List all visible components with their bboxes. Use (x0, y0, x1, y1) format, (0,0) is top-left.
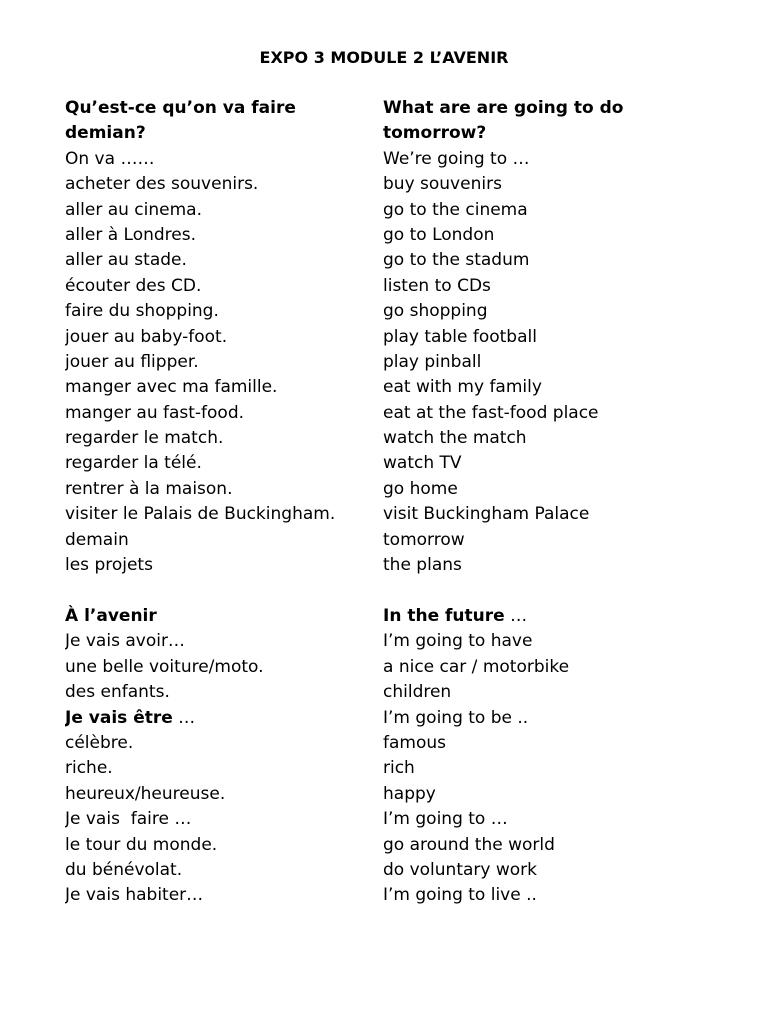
french-text: rentrer à la maison. (65, 478, 233, 499)
french-cell (65, 198, 383, 223)
english-text: go shopping (383, 301, 488, 322)
english-text: famous (383, 732, 446, 753)
english-cell (383, 426, 745, 451)
french-text: du bénévolat. (65, 859, 183, 880)
french-cell (65, 706, 383, 731)
english-cell (383, 274, 745, 299)
french-cell (65, 680, 383, 705)
english-text: the plans (383, 555, 462, 576)
french-cell (65, 121, 383, 146)
french-text: manger au fast-food. (65, 402, 245, 423)
english-cell (383, 198, 745, 223)
english-bold-text: tomorrow? (383, 123, 487, 144)
french-text: regarder le match. (65, 428, 224, 449)
section-heading-row (65, 121, 745, 146)
french-text: jouer au baby-foot. (65, 326, 228, 347)
french-bold-text: À l’avenir (65, 606, 157, 626)
vocab-row (65, 782, 745, 807)
vocab-row (65, 147, 745, 172)
english-cell (383, 706, 745, 731)
english-cell (383, 528, 745, 553)
english-cell (383, 833, 745, 858)
french-text: Je vais avoir… (65, 631, 185, 652)
french-cell (65, 604, 383, 629)
section-heading-row (65, 604, 745, 629)
english-cell (383, 350, 745, 375)
french-text: Je vais habiter… (65, 885, 204, 906)
french-cell (65, 782, 383, 807)
english-text: listen to CDs (383, 275, 491, 296)
french-text: riche. (65, 758, 113, 779)
vocab-section-future (65, 604, 745, 909)
english-cell (383, 121, 745, 146)
vocab-row (65, 350, 745, 375)
french-text: les projets (65, 555, 153, 576)
english-text: I’m going to live .. (383, 885, 537, 906)
english-text: happy (383, 783, 436, 804)
english-cell (383, 401, 745, 426)
english-text: rich (383, 758, 415, 779)
french-cell (65, 299, 383, 324)
english-cell (383, 147, 745, 172)
english-cell (383, 807, 745, 832)
english-cell (383, 629, 745, 654)
english-text: do voluntary work (383, 859, 538, 880)
french-cell (65, 883, 383, 908)
vocab-row (65, 223, 745, 248)
english-cell (383, 299, 745, 324)
english-cell (383, 223, 745, 248)
english-text: children (383, 682, 452, 703)
english-bold-text: In the future (383, 606, 505, 626)
english-text: tomorrow (383, 529, 465, 550)
french-text: visiter le Palais de Buckingham. (65, 504, 336, 525)
french-cell (65, 528, 383, 553)
vocab-row (65, 756, 745, 781)
english-text: I’m going to … (383, 809, 508, 830)
english-cell (383, 325, 745, 350)
vocab-row (65, 274, 745, 299)
french-text: Je vais faire … (65, 809, 192, 830)
vocab-row (65, 198, 745, 223)
french-bold-text: Qu’est-ce qu’on va faire (65, 98, 296, 118)
french-text: aller au cinema. (65, 199, 202, 220)
vocab-row (65, 883, 745, 908)
vocab-row (65, 680, 745, 705)
english-text: eat with my family (383, 377, 542, 398)
vocab-row (65, 629, 745, 654)
vocab-row (65, 299, 745, 324)
vocab-row (65, 375, 745, 400)
vocab-row (65, 172, 745, 197)
french-text: écouter des CD. (65, 275, 202, 296)
english-cell (383, 680, 745, 705)
english-text: eat at the fast-food place (383, 402, 599, 423)
vocab-row (65, 858, 745, 883)
english-cell (383, 96, 745, 121)
english-text: go around the world (383, 834, 555, 855)
french-text: faire du shopping. (65, 301, 219, 322)
french-cell (65, 807, 383, 832)
french-cell (65, 833, 383, 858)
english-cell (383, 756, 745, 781)
french-text: … (172, 707, 196, 728)
vocab-row (65, 477, 745, 502)
vocab-row (65, 553, 745, 578)
french-cell (65, 502, 383, 527)
french-cell (65, 756, 383, 781)
french-text: des enfants. (65, 682, 170, 703)
french-text: acheter des souvenirs. (65, 174, 259, 195)
french-text: manger avec ma famille. (65, 377, 278, 398)
french-text: heureux/heureuse. (65, 783, 226, 804)
vocab-row (65, 248, 745, 273)
document-title: EXPO 3 MODULE 2 L’AVENIR (259, 48, 509, 67)
french-cell (65, 401, 383, 426)
english-cell (383, 655, 745, 680)
french-text: On va …… (65, 148, 155, 169)
french-cell (65, 629, 383, 654)
english-text: We’re going to … (383, 148, 530, 169)
french-text: le tour du monde. (65, 834, 218, 855)
vocab-row (65, 807, 745, 832)
french-cell (65, 325, 383, 350)
french-bold-text: demian? (65, 123, 146, 144)
french-cell (65, 477, 383, 502)
vocab-row (65, 401, 745, 426)
french-cell (65, 375, 383, 400)
french-cell (65, 248, 383, 273)
english-text: go to the cinema (383, 199, 528, 220)
english-text: watch TV (383, 453, 462, 474)
english-text: I’m going to be .. (383, 707, 529, 728)
french-cell (65, 274, 383, 299)
vocab-row (65, 426, 745, 451)
english-text: go home (383, 478, 458, 499)
french-text: aller à Londres. (65, 224, 197, 245)
french-text: une belle voiture/moto. (65, 656, 264, 677)
english-cell (383, 502, 745, 527)
english-text: … (504, 606, 528, 626)
english-text: I’m going to have (383, 631, 533, 652)
english-cell (383, 731, 745, 756)
french-cell (65, 553, 383, 578)
french-text: aller au stade. (65, 250, 187, 271)
french-cell (65, 223, 383, 248)
english-text: go to London (383, 224, 495, 245)
english-text: buy souvenirs (383, 174, 502, 195)
english-cell (383, 451, 745, 476)
english-cell (383, 248, 745, 273)
english-cell (383, 782, 745, 807)
french-cell (65, 426, 383, 451)
french-text: jouer au flipper. (65, 351, 199, 372)
french-text: célèbre. (65, 732, 134, 753)
english-bold-text: What are are going to do (383, 98, 624, 118)
french-cell (65, 172, 383, 197)
vocab-row (65, 655, 745, 680)
english-text: visit Buckingham Palace (383, 504, 590, 525)
french-cell (65, 451, 383, 476)
french-text: demain (65, 529, 129, 550)
vocab-row (65, 451, 745, 476)
vocab-row (65, 731, 745, 756)
french-text: regarder la télé. (65, 453, 202, 474)
section-heading-row (65, 96, 745, 121)
vocab-row (65, 325, 745, 350)
vocab-row (65, 833, 745, 858)
english-cell (383, 375, 745, 400)
english-text: play table football (383, 326, 537, 347)
english-text: go to the stadum (383, 250, 530, 271)
vocab-row (65, 502, 745, 527)
french-bold-text: Je vais être (65, 707, 173, 728)
english-cell (383, 553, 745, 578)
french-cell (65, 350, 383, 375)
vocab-section-tomorrow (65, 96, 745, 578)
vocab-row (65, 528, 745, 553)
french-cell (65, 96, 383, 121)
english-cell (383, 883, 745, 908)
french-cell (65, 858, 383, 883)
english-cell (383, 172, 745, 197)
french-cell (65, 731, 383, 756)
french-cell (65, 147, 383, 172)
english-cell (383, 477, 745, 502)
english-text: a nice car / motorbike (383, 656, 570, 677)
english-text: watch the match (383, 428, 527, 449)
english-cell (383, 858, 745, 883)
vocab-row (65, 706, 745, 731)
english-cell (383, 604, 745, 629)
french-cell (65, 655, 383, 680)
english-text: play pinball (383, 351, 482, 372)
